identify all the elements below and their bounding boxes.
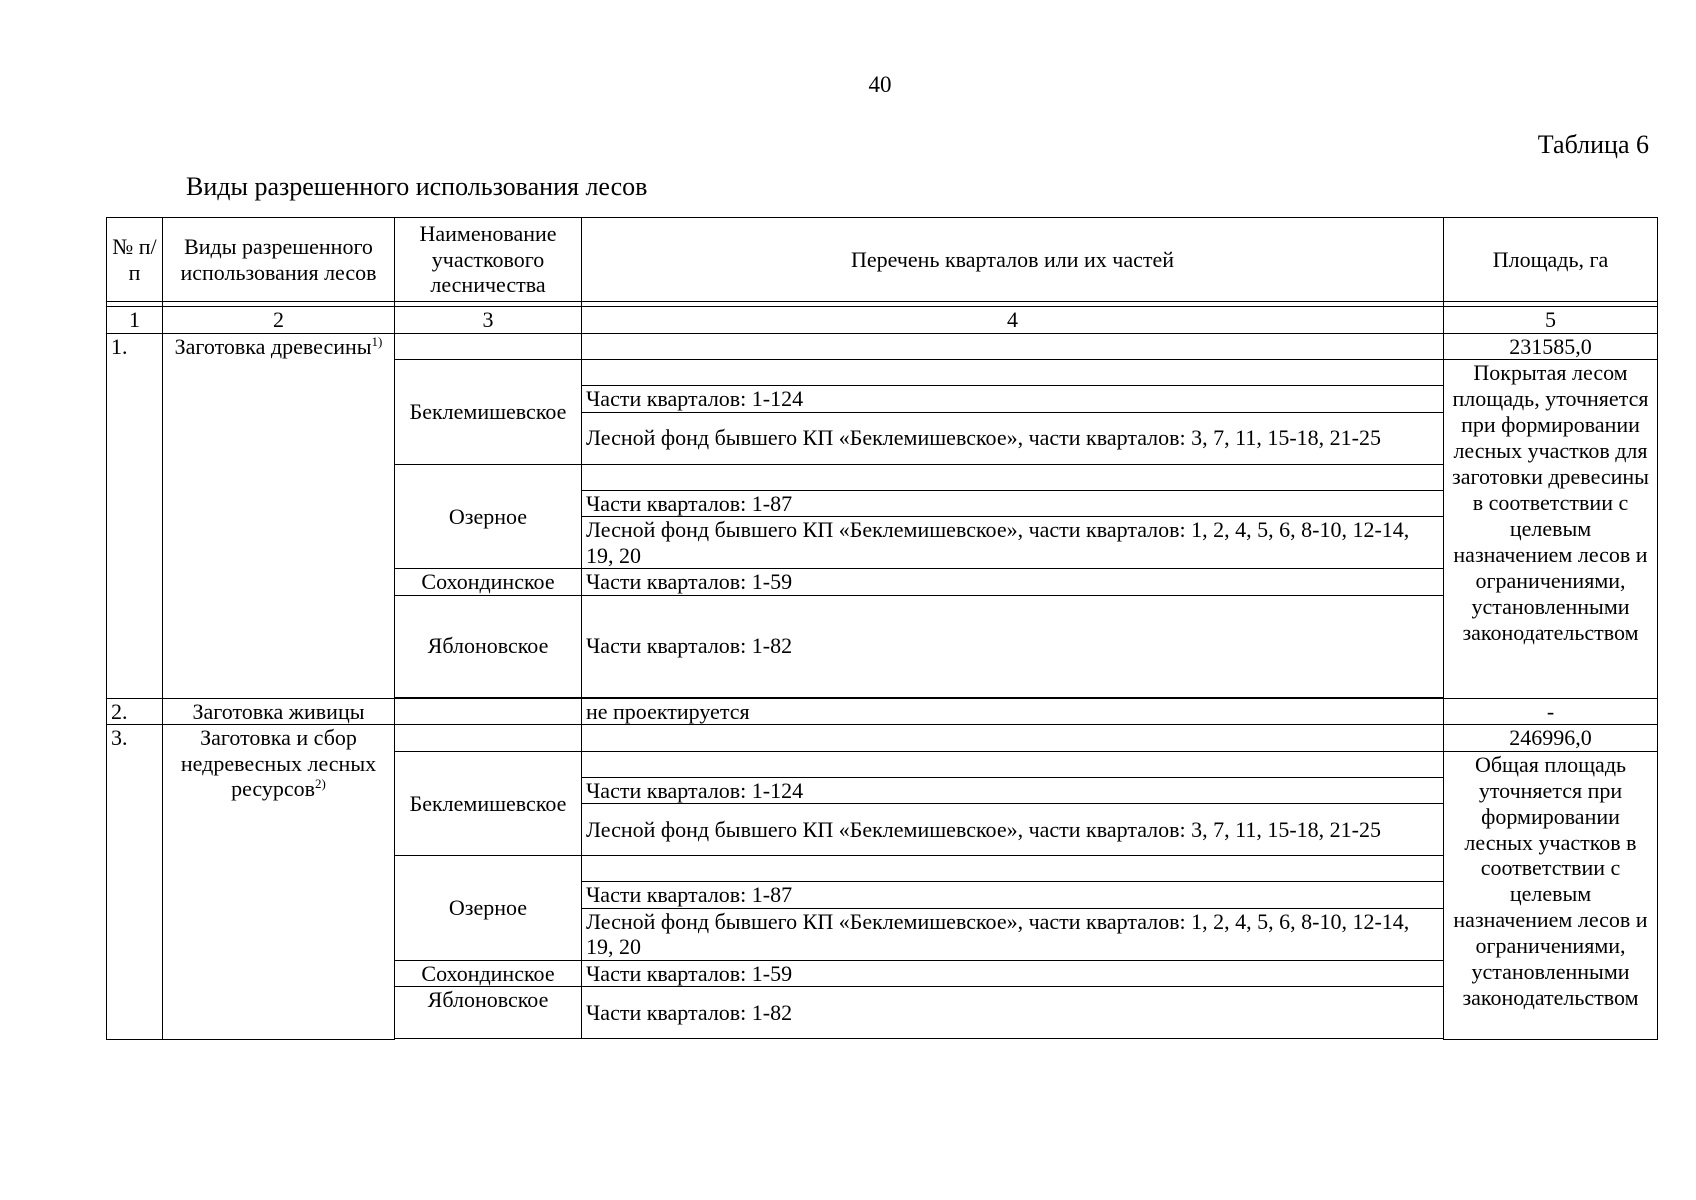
quarters-cell	[582, 464, 1444, 490]
footnote-mark: 1)	[371, 333, 383, 349]
quarters-cell	[582, 360, 1444, 386]
use-type-text: Заготовка древесины	[174, 333, 372, 359]
area-note: Общая площадь уточняется при формировании лесных участков в соответствии с целевым назначением лесов и ограничениями, установленными законодательством	[1444, 751, 1658, 1039]
footnote-mark: 2)	[315, 776, 326, 792]
quarters-cell: Части кварталов: 1-87	[582, 490, 1444, 517]
quarters-cell: Части кварталов: 1-124	[582, 386, 1444, 413]
forestry-cell	[395, 698, 582, 725]
forestry-name: Беклемишевское	[395, 360, 582, 465]
quarters-cell: Лесной фонд бывшего КП «Беклемишевское», части кварталов: 3, 7, 11, 15-18, 21-25	[582, 412, 1444, 464]
quarters-cell: Лесной фонд бывшего КП «Беклемишевское», части кварталов: 3, 7, 11, 15-18, 21-25	[582, 804, 1444, 856]
quarters-cell: Части кварталов: 1-59	[582, 569, 1444, 596]
area-total: 246996,0	[1444, 725, 1658, 752]
quarters-cell	[582, 333, 1444, 360]
forestry-name: Беклемишевское	[395, 751, 582, 856]
forestry-name: Озерное	[395, 464, 582, 569]
column-number: 4	[582, 307, 1444, 334]
header-row	[107, 218, 1658, 302]
forestry-name: Сохондинское	[395, 569, 582, 596]
use-type-cell: Заготовка живицы	[163, 698, 395, 725]
row-number: 2.	[107, 698, 163, 725]
table-row	[107, 725, 1658, 752]
header-forestry: Наименование участкового лесничества	[395, 218, 582, 302]
quarters-cell	[582, 725, 1444, 752]
area-note: Покрытая лесом площадь, уточняется при формировании лесных участков для заготовки древесины в соответствии с целевым назначением лесов и ограничениями, установленными законодательством	[1444, 360, 1658, 699]
quarters-cell: Части кварталов: 1-87	[582, 882, 1444, 909]
forest-use-table	[106, 217, 1658, 1040]
column-number: 3	[395, 307, 582, 334]
row-number: 1.	[107, 333, 163, 698]
column-number-row	[107, 307, 1658, 334]
forestry-cell	[395, 333, 582, 360]
quarters-cell: Части кварталов: 1-82	[582, 595, 1444, 697]
quarters-cell: Части кварталов: 1-59	[582, 960, 1444, 987]
quarters-cell: Части кварталов: 1-82	[582, 987, 1444, 1039]
forestry-name: Яблоновское	[395, 595, 582, 697]
forestry-name: Озерное	[395, 856, 582, 961]
header-area: Площадь, га	[1444, 218, 1658, 302]
column-number: 2	[163, 307, 395, 334]
forestry-name: Сохондинское	[395, 960, 582, 987]
column-number: 5	[1444, 307, 1658, 334]
quarters-cell: не проектируется	[582, 698, 1444, 725]
header-type: Виды разрешенного использования лесов	[163, 218, 395, 302]
use-type-cell	[163, 725, 395, 1040]
document-title: Виды разрешенного использования лесов	[186, 172, 648, 201]
quarters-cell: Лесной фонд бывшего КП «Беклемишевское», части кварталов: 1, 2, 4, 5, 6, 8-10, 12-14, 19, 20	[582, 517, 1444, 569]
quarters-cell: Лесной фонд бывшего КП «Беклемишевское», части кварталов: 1, 2, 4, 5, 6, 8-10, 12-14, 19, 20	[582, 908, 1444, 960]
area-total: 231585,0	[1444, 333, 1658, 360]
quarters-cell	[582, 856, 1444, 882]
table-row	[107, 333, 1658, 360]
row-number: 3.	[107, 725, 163, 1040]
quarters-cell: Части кварталов: 1-124	[582, 777, 1444, 804]
column-number: 1	[107, 307, 163, 334]
forestry-name: Яблоновское	[395, 987, 582, 1039]
area-value: -	[1444, 698, 1658, 725]
table-row	[107, 698, 1658, 725]
use-type-text: Заготовка и сбор недревесных лесных ресурсов	[180, 725, 377, 802]
page-number: 40	[868, 72, 892, 97]
quarters-cell	[582, 751, 1444, 777]
forestry-cell	[395, 725, 582, 752]
header-quarters: Перечень кварталов или их частей	[582, 218, 1444, 302]
use-type-cell	[163, 333, 395, 698]
header-no: № п/п	[107, 218, 163, 302]
table-label: Таблица 6	[1537, 130, 1649, 159]
